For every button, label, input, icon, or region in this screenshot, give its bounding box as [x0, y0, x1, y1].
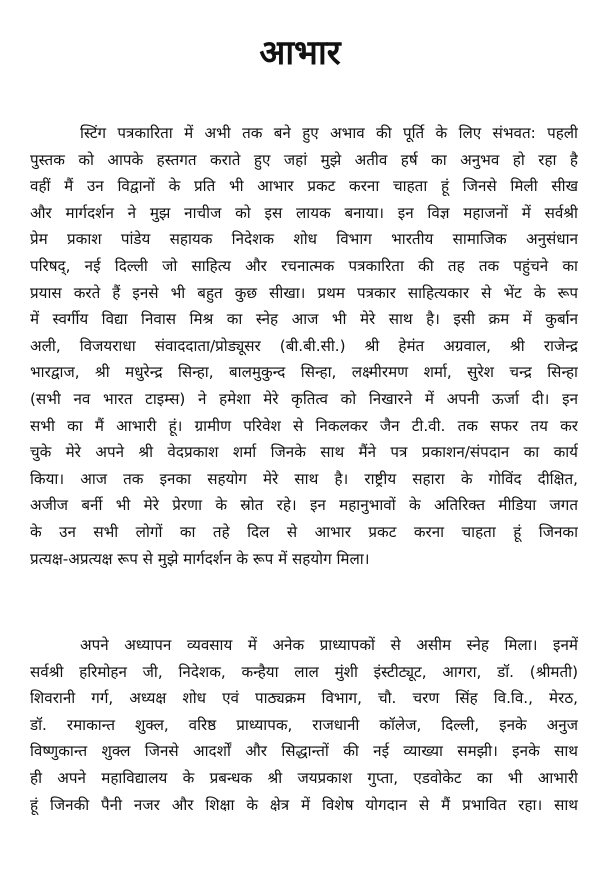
text-line: अली, विजयराधा संवाददाता/प्रोड्यूसर (बी.बी.सी.) श्री हेमंत अग्रवाल, श्री राजेन्द्र	[30, 336, 578, 355]
text-line: सर्वश्री हरिमोहन जी, निदेशक, कन्हैया लाल मुंशी इंस्टीट्यूट, आगरा, डॉ. (श्रीमती)	[30, 662, 578, 681]
text-line: हूं जिनकी पैनी नजर और शिक्षा के क्षेत्र में विशेष योगदान से मैं प्रभावित रहा। साथ	[30, 795, 578, 814]
text-line: के उन सभी लोगों का तहे दिल से आभार प्रकट करना चाहता हूं जिनका	[30, 522, 578, 541]
text-line: अपने अध्यापन व्यवसाय में अनेक प्राध्यापकों से असीम स्नेह मिला। इनमें	[80, 636, 578, 654]
text-line: प्रेम प्रकाश पांडेय सहायक निदेशक शोध विभाग भारतीय सामाजिक अनुसंधान	[30, 230, 578, 249]
text-line: डॉ. रमाकान्त शुक्ल, वरिष्ठ प्राध्यापक, राजधानी कॉलेज, दिल्ली, इनके अनुज	[30, 715, 578, 734]
text-line: प्रत्यक्ष-अप्रत्यक्ष रूप से मुझे मार्गदर्शन के रूप में सहयोग मिला।	[30, 549, 370, 568]
text-line: विष्णुकान्त शुक्ल जिनसे आदर्शों और सिद्धान्तों की नई व्याख्या समझी। इनके साथ	[30, 742, 578, 761]
text-line: अजीज बर्नी भी मेरे प्रेरणा के स्रोत रहे। इन महानुभावों के अतिरिक्त मीडिया जगत	[30, 496, 578, 515]
text-line: चुके मेरे अपने श्री वेदप्रकाश शर्मा जिनके साथ मैंने पत्र प्रकाशन/संपदान का कार्य	[30, 443, 578, 462]
text-line: वहीं मैं उन विद्वानों के प्रति भी आभार प्रकट करना चाहता हूं जिनसे मिली सीख	[30, 177, 578, 196]
text-line: शिवरानी गर्ग, अध्यक्ष शोध एवं पाठ्यक्रम विभाग, चौ. चरण सिंह वि.वि., मेरठ,	[30, 689, 578, 708]
text-line: ही अपने महाविद्यालय के प्रबन्धक श्री जयप्रकाश गुप्ता, एडवोकेट का भी आभारी	[30, 768, 578, 787]
text-line: भारद्वाज, श्री मधुरेन्द्र सिन्हा, बालमुकुन्द सिन्हा, लक्ष्मीरमण शर्मा, सुरेश चन्द्र सिन्हा	[30, 363, 578, 382]
paragraph-2	[30, 632, 578, 818]
page-title: आभार	[259, 33, 341, 73]
text-line: सभी का मैं आभारी हूं। ग्रामीण परिवेश से निकलकर जैन टी.वी. तक सफर तय कर	[30, 416, 578, 435]
paragraph-1	[30, 120, 578, 572]
text-line: पुस्तक को आपके हस्तगत कराते हुए जहां मुझे अतीव हर्ष का अनुभव हो रहा है	[30, 150, 578, 169]
text-line: में स्वर्गीय विद्या निवास मिश्र का स्नेह आज भी मेरे साथ है। इसी क्रम में कुर्बान	[30, 310, 578, 329]
text-line: प्रयास करते हैं इनसे भी बहुत कुछ सीखा। प्रथम पत्रकार साहित्यकार से भेंट के रूप	[30, 283, 578, 302]
text-line: परिषद्, नई दिल्ली जो साहित्य और रचनात्मक पत्रकारिता की तह तक पहुंचने का	[30, 256, 578, 275]
text-line: किया। आज तक इनका सहयोग मेरे साथ है। राष्ट्रीय सहारा के गोविंद दीक्षित,	[30, 469, 578, 488]
text-line: (सभी नव भारत टाइम्स) ने हमेशा मेरे कृतित्व को निखारने में अपनी ऊर्जा दी। इन	[30, 389, 578, 408]
text-line: स्टिंग पत्रकारिता में अभी तक बने हुए अभाव की पूर्ति के लिए संभवत: पहली	[80, 124, 578, 142]
text-line: और मार्गदर्शन ने मुझ नाचीज को इस लायक बनाया। इन विज्ञ महाजनों में सर्वश्री	[30, 203, 578, 222]
